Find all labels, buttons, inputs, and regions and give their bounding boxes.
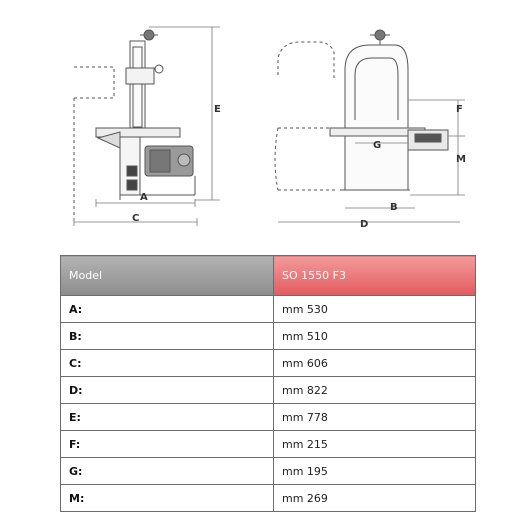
- dimension-label-g: G: [373, 140, 382, 151]
- dimension-label: G:: [61, 458, 274, 485]
- dimension-value: mm 778: [274, 404, 476, 431]
- dimension-value: mm 822: [274, 377, 476, 404]
- dimension-value: mm 530: [274, 296, 476, 323]
- dimension-label-b: B: [390, 202, 398, 213]
- dimension-label-f: F: [456, 104, 463, 115]
- product-header: SO 1550 F3: [274, 256, 476, 296]
- specification-table: [60, 255, 476, 512]
- table-row: [61, 377, 476, 404]
- dimension-label-d: D: [360, 219, 369, 230]
- table-row: [61, 431, 476, 458]
- table-row: [61, 458, 476, 485]
- dimension-value: mm 269: [274, 485, 476, 512]
- dimension-label-e: E: [214, 104, 221, 115]
- dimension-value: mm 215: [274, 431, 476, 458]
- table-row: [61, 323, 476, 350]
- dimension-value: mm 195: [274, 458, 476, 485]
- dimension-label: A:: [61, 296, 274, 323]
- technical-drawing: [0, 0, 531, 240]
- dimension-label-a: A: [140, 192, 148, 203]
- dimension-label: M:: [61, 485, 274, 512]
- dimension-value: mm 606: [274, 350, 476, 377]
- side-view-drawing: [74, 30, 195, 222]
- table-header-row: [61, 256, 476, 296]
- front-view-drawing: [275, 30, 448, 190]
- table-row: [61, 296, 476, 323]
- dimension-label: F:: [61, 431, 274, 458]
- table-row: [61, 404, 476, 431]
- model-header: Model: [61, 256, 274, 296]
- dimension-value: mm 510: [274, 323, 476, 350]
- dimension-label: C:: [61, 350, 274, 377]
- dimension-label: E:: [61, 404, 274, 431]
- dimension-label-m: M: [456, 154, 466, 165]
- dimension-label-c: C: [132, 213, 140, 224]
- dimension-label: B:: [61, 323, 274, 350]
- table-row: [61, 485, 476, 512]
- dimension-label: D:: [61, 377, 274, 404]
- table-row: [61, 350, 476, 377]
